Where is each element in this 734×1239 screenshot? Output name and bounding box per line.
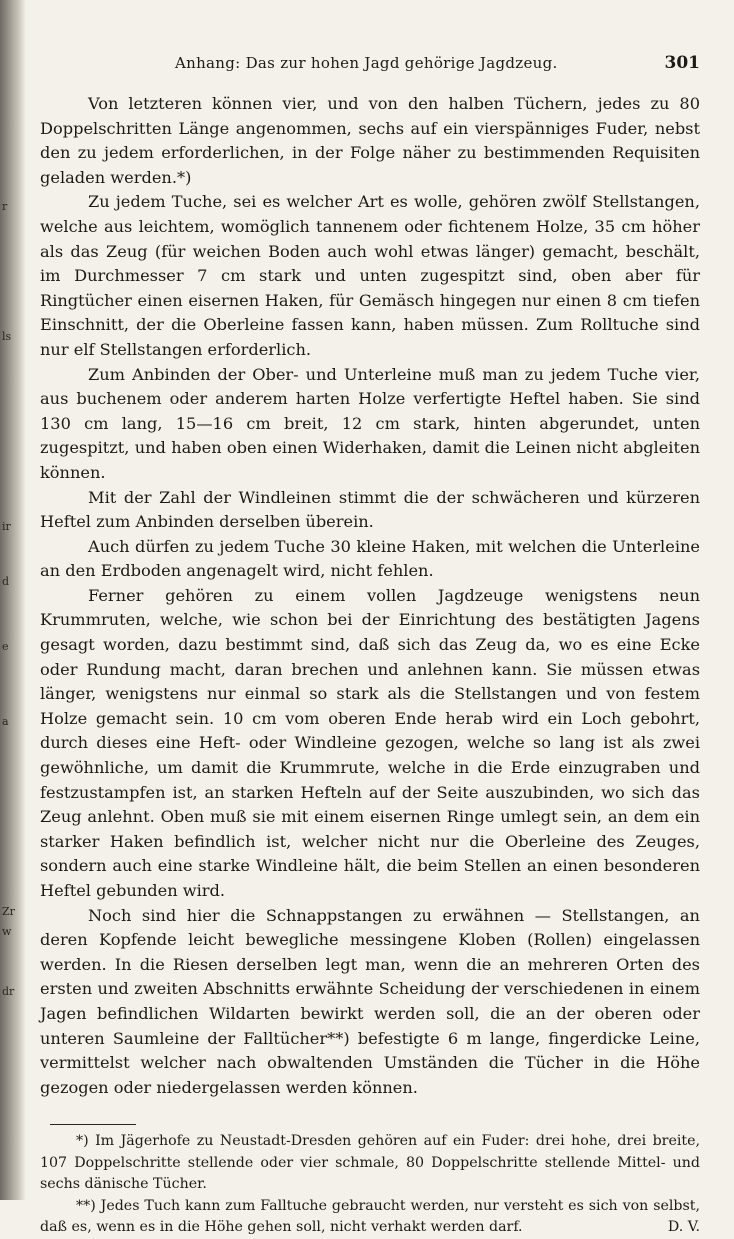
margin-mark: w: [2, 925, 12, 938]
book-page: [40, 50, 700, 1239]
paragraph: Von letzteren können vier, und von den halben Tüchern, jedes zu 80 Doppelschritten Länge angenommen, sechs auf ein vierspänniges Fuder, nebst den zu jedem erforderlichen, in der Folge näher zu bestimmenden Requisiten geladen werden.*): [40, 94, 700, 187]
footnote-2-text: **) Jedes Tuch kann zum Falltuche gebraucht werden, nur versteht es sich von selbst, daß es, wenn es in die Höhe gehen soll, nicht verhakt werden darf.: [40, 1197, 700, 1236]
footnotes: [40, 1131, 700, 1239]
margin-mark: dr: [2, 985, 15, 998]
margin-mark: ls: [2, 330, 12, 343]
running-head: Anhang: Das zur hohen Jagd gehörige Jagdzeug.: [175, 54, 558, 72]
paragraph: Noch sind hier die Schnappstangen zu erwähnen — Stellstangen, an deren Kopfende leicht bewegliche messingene Kloben (Rollen) eingelassen werden. In die Riesen derselben legt man, wenn die an mehreren Orten des ersten und zweiten Abschnitts erwähnte Scheidung der verschiedenen in einem Jagen befindlichen Wildarten bewirkt werden soll, die an der oberen oder unteren Saumleine der Falltücher**) befestigte 6 m lange, fingerdicke Leine, vermittelst welcher nach obwaltenden Umständen die Tücher in die Höhe gezogen oder niedergelassen werden können.: [40, 905, 700, 1097]
body-text: [40, 92, 700, 1100]
margin-mark: e: [2, 640, 9, 653]
footnote-rule: [50, 1124, 136, 1125]
paragraph: Ferner gehören zu einem vollen Jagdzeuge wenigstens neun Krummruten, welche, wie schon bei der Einrichtung des bestätigten Jagens gesagt worden, dazu bestimmt sind, daß sich das Zeug da, wo es eine Ecke oder Rundung macht, daran brechen und anlehnen kann. Sie müssen etwas länger, wenigstens nur einmal so stark als die Stellstangen und von festem Holze gemacht sein. 10 cm vom oberen Ende herab wird ein Loch gebohrt, durch dieses eine Heft- oder Windleine gezogen, welche so lang ist als zwei gewöhnliche, um damit die Krummrute, welche in die Erde einzugraben und festzustampfen ist, an starken Hefteln auf der Seite auszubinden, wo sich das Zeug anlehnt. Oben muß sie mit einem eisernen Ringe umlegt sein, an dem ein starker Haken befindlich ist, welcher nicht nur die Oberleine des Zeuges, sondern auch eine starke Windleine hält, die beim Stellen an einen besonderen Heftel gebunden wird.: [40, 585, 700, 900]
page-header: [40, 50, 700, 80]
paragraph: Auch dürfen zu jedem Tuche 30 kleine Haken, mit welchen die Unterleine an den Erdboden angenagelt wird, nicht fehlen.: [40, 536, 700, 581]
margin-mark: d: [2, 575, 10, 588]
paragraph: Zu jedem Tuche, sei es welcher Art es wolle, gehören zwölf Stellstangen, welche aus leichtem, womöglich tannenem oder fichtenem Holze, 35 cm höher als das Zeug (für weichen Boden auch wohl etwas länger) gemacht, beschält, im Durchmesser 7 cm stark und unten zugespitzt sind, oben aber für Ringtücher einen eisernen Haken, für Gemäsch hingegen nur einen 8 cm tiefen Einschnitt, der die Oberleine fassen kann, haben müssen. Zum Rolltuche sind nur elf Stellstangen erforderlich.: [40, 192, 700, 359]
page-number: 301: [664, 53, 700, 73]
footnote-2: [40, 1196, 700, 1239]
margin-mark: a: [2, 715, 9, 728]
margin-mark: ir: [2, 520, 11, 533]
paragraph: Zum Anbinden der Ober- und Unterleine muß man zu jedem Tuche vier, aus buchenem oder anderem harten Holze verfertigte Heftel haben. Sie sind 130 cm lang, 15—16 cm breit, 12 cm stark, hinten abgerundet, unten zugespitzt, und haben oben einen Widerhaken, damit die Leinen nicht abgleiten können.: [40, 364, 700, 482]
paragraph: Mit der Zahl der Windleinen stimmt die der schwächeren und kürzeren Heftel zum Anbinden derselben überein.: [40, 487, 700, 532]
margin-mark: r: [2, 200, 8, 213]
margin-mark: Zr: [2, 905, 15, 918]
footnote-signature: D. V.: [667, 1219, 700, 1236]
footnote-1: *) Im Jägerhofe zu Neustadt-Dresden gehören auf ein Fuder: drei hohe, drei breite, 107 Doppelschritte stellende oder vier schmale, 80 Doppelschritte stellende Mittel- und sechs dänische Tücher.: [40, 1133, 700, 1193]
scan-left-edge: [0, 0, 26, 1200]
